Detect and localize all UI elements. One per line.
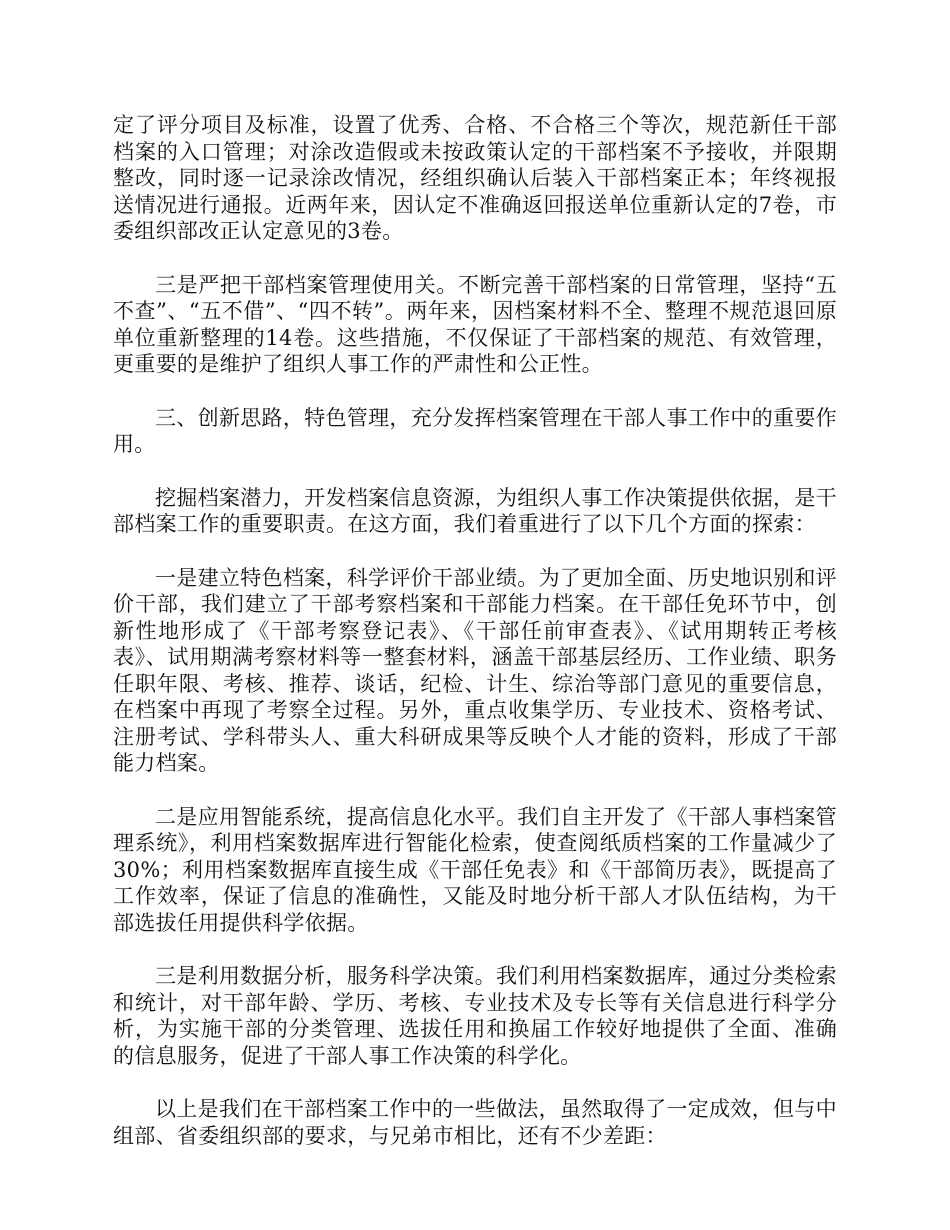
paragraph-archive-usage: 三是严把干部档案管理使用关。不断完善干部档案的日常管理，坚持“五不查”、“五不借”、“四不转”。两年来，因档案材料不全、整理不规范退回原单位重新整理的14卷。这些措施，不仅保证了干部档案的规范、有效管理，更重要的是维护了组织人事工作的严肃性和公正性。 (113, 272, 837, 376)
paragraph-archive-potential: 挖掘档案潜力，开发档案信息资源，为组织人事工作决策提供依据，是干部档案工作的重要职责。在这方面，我们着重进行了以下几个方面的探索： (113, 485, 837, 536)
paragraph-evaluation-standards: 定了评分项目及标准，设置了优秀、合格、不合格三个等次，规范新任干部档案的入口管理；对涂改造假或未按政策认定的干部档案不予接收，并限期整改，同时逐一记录涂改情况，经组织确认后装入干部档案正本；年终视报送情况进行通报。近两年来，因认定不准确返回报送单位重新认定的7卷，市委组织部改正认定意见的3卷。 (113, 113, 837, 243)
paragraph-smart-system: 二是应用智能系统，提高信息化水平。我们自主开发了《干部人事档案管理系统》，利用档案数据库进行智能化检索，使查阅纸质档案的工作量减少了30%；利用档案数据库直接生成《干部任免表》和《干部简历表》，既提高了工作效率，保证了信息的准确性，又能及时地分析干部人才队伍结构，为干部选拔任用提供科学依据。 (113, 804, 837, 935)
paragraph-conclusion: 以上是我们在干部档案工作中的一些做法，虽然取得了一定成效，但与中组部、省委组织部的要求，与兄弟市相比，还有不少差距： (113, 1097, 837, 1148)
document-page (113, 112, 837, 1176)
paragraph-special-archives: 一是建立特色档案，科学评价干部业绩。为了更加全面、历史地识别和评价干部，我们建立了干部考察档案和干部能力档案。在干部任免环节中，创新性地形成了《干部考察登记表》、《干部任前审查表》、《试用期转正考核表》、试用期满考察材料等一整套材料，涵盖干部基层经历、工作业绩、职务任职年限、考核、推荐、谈话，纪检、计生、综治等部门意见的重要信息，在档案中再现了考察全过程。另外，重点收集学历、专业技术、资格考试、注册考试、学科带头人、重大科研成果等反映个人才能的资料，形成了干部能力档案。 (113, 565, 837, 775)
paragraph-data-analysis: 三是利用数据分析，服务科学决策。我们利用档案数据库，通过分类检索和统计，对干部年龄、学历、考核、专业技术及专长等有关信息进行科学分析，为实施干部的分类管理、选拔任用和换届工作较好地提供了全面、准确的信息服务，促进了干部人事工作决策的科学化。 (113, 964, 837, 1068)
section-heading-innovation: 三、创新思路，特色管理，充分发挥档案管理在干部人事工作中的重要作用。 (113, 405, 837, 456)
